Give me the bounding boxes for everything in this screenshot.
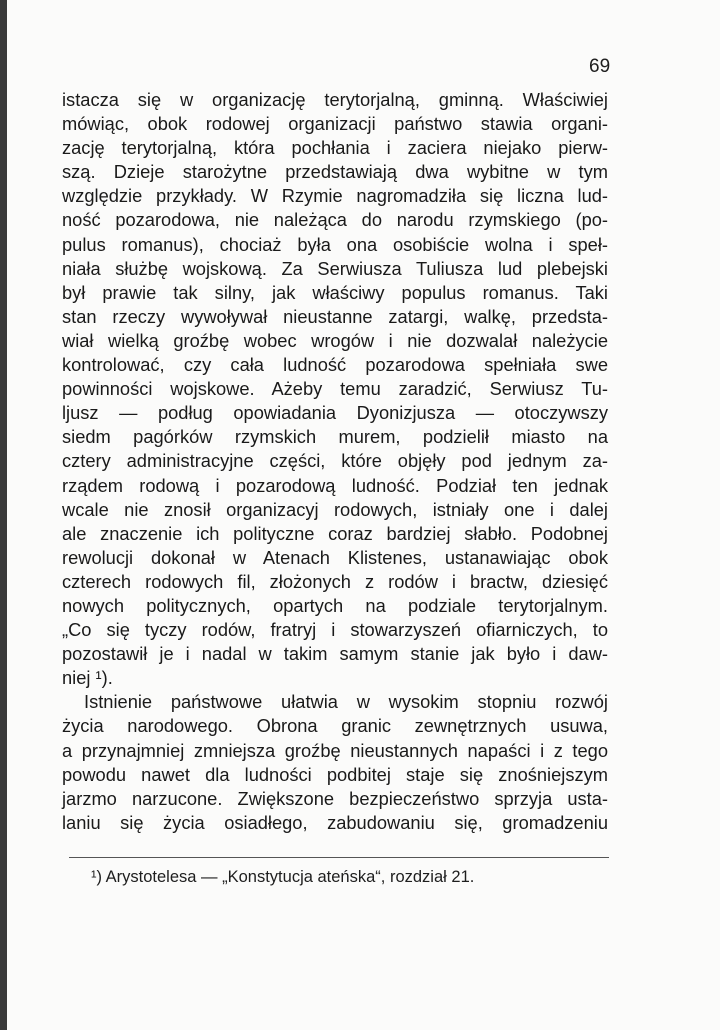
paragraph-start-line: Istnienie państwowe ułatwia w wysokim stopniu rozwój bbox=[84, 691, 608, 713]
footnote-divider bbox=[69, 857, 609, 858]
text-line: powodu nawet dla ludności podbitej staje się znośniejszym bbox=[62, 763, 608, 785]
text-line: życia narodowego. Obrona granic zewnętrznych usuwa, bbox=[62, 715, 608, 737]
text-line: powinności wojskowe. Ażeby temu zaradzić, Serwiusz Tu- bbox=[62, 378, 608, 400]
text-line: a przynajmniej zmniejsza groźbę nieustannych napaści i z tego bbox=[62, 739, 608, 761]
text-line: mówiąc, obok rodowej organizacji państwo stawia organi- bbox=[62, 113, 608, 135]
text-line: był prawie tak silny, jak właściwy populus romanus. Taki bbox=[62, 281, 608, 303]
text-line: istacza się w organizację terytorjalną, gminną. Właściwiej bbox=[62, 89, 608, 110]
body-text bbox=[62, 88, 608, 835]
text-line: siedm pagórków rzymskich murem, podzielił miasto na bbox=[62, 426, 608, 448]
text-line: ljusz — podług opowiadania Dyonizjusza — otoczywszy bbox=[62, 402, 608, 424]
text-line: pozostawił je i nadal w takim samym stanie jak było i daw- bbox=[62, 643, 608, 665]
page-number: 69 bbox=[589, 56, 611, 77]
text-line: cztery administracyjne części, które objęły pod jednym za- bbox=[62, 450, 608, 472]
text-line: szą. Dzieje starożytne przedstawiają dwa wybitne w tym bbox=[62, 161, 608, 183]
text-line: czterech rodowych fil, złożonych z rodów i bractw, dziesięć bbox=[62, 570, 608, 592]
text-line: nowych politycznych, opartych na podziale terytorjalnym. bbox=[62, 594, 608, 616]
book-page bbox=[7, 0, 720, 1030]
text-line: laniu się życia osiadłego, zabudowaniu się, gromadzeniu bbox=[62, 811, 608, 833]
text-line: wiał wielką groźbę wobec wrogów i nie dozwalał należycie bbox=[62, 329, 608, 351]
text-line: względzie przykłady. W Rzymie nagromadziła się liczna lud- bbox=[62, 185, 608, 207]
scan-binding-edge bbox=[0, 0, 7, 1030]
text-line: niała służbę wojskową. Za Serwiusza Tuliusza lud plebejski bbox=[62, 257, 608, 279]
text-line: „Co się tyczy rodów, fratryj i stowarzyszeń ofiarniczych, to bbox=[62, 619, 608, 641]
footnote: ¹) Arystotelesa — „Konstytucja ateńska“, rozdział 21. bbox=[91, 868, 475, 886]
paragraph-end-line: niej ¹). bbox=[62, 667, 113, 689]
text-line: kontrolować, czy cała ludność pozarodowa spełniała swe bbox=[62, 354, 608, 376]
text-line: jarzmo narzucone. Zwiększone bezpieczeństwo sprzyja usta- bbox=[62, 787, 608, 809]
text-line: pulus romanus), chociaż była ona osobiście wolna i speł- bbox=[62, 233, 608, 255]
text-line: rewolucji dokonał w Atenach Klistenes, ustanawiając obok bbox=[62, 546, 608, 568]
text-line: zację terytorjalną, która pochłania i zaciera niejako pierw- bbox=[62, 137, 608, 159]
text-line: ale znaczenie ich polityczne coraz bardziej słabło. Podobnej bbox=[62, 522, 608, 544]
text-line: stan rzeczy wywoływał nieustanne zatargi, walkę, przedsta- bbox=[62, 305, 608, 327]
text-line: wcale nie znosił organizacyj rodowych, istniały one i dalej bbox=[62, 498, 608, 520]
text-line: rządem rodową i pozarodową ludność. Podział ten jednak bbox=[62, 474, 608, 496]
text-line: ność pozarodowa, nie należąca do narodu rzymskiego (po- bbox=[62, 209, 608, 231]
